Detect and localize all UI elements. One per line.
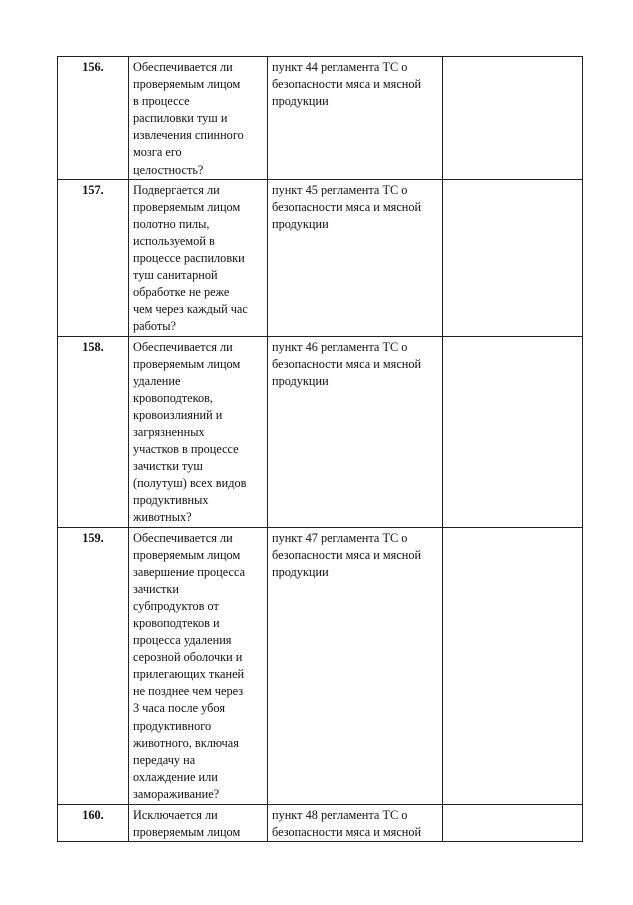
question-text: Обеспечивается ли проверяемым лицом завершение процесса зачистки субпродуктов от кровоподтеков и процесса удаления серозной оболочки и прилегающих тканей не позднее чем через 3 часа после убоя продуктивного животного, включая передачу на охлаждение или замораживание? [133,530,246,801]
table-row [58,336,583,527]
answer-cell [443,804,583,841]
answer-cell [443,336,583,527]
reference-text: пункт 46 регламента ТС о безопасности мяса и мясной продукции [272,339,422,388]
reference-text: пункт 44 регламента ТС о безопасности мяса и мясной продукции [272,60,422,109]
row-number: 160. [58,804,129,841]
reference-text: пункт 47 регламента ТС о безопасности мяса и мясной продукции [272,530,422,579]
reference-cell [268,179,443,336]
question-cell [129,804,268,841]
row-number: 157. [58,179,129,336]
reference-cell [268,57,443,180]
question-cell [129,179,268,336]
reference-cell [268,804,443,841]
row-number: 156. [58,57,129,180]
table-row [58,804,583,841]
reference-cell [268,336,443,527]
answer-cell [443,179,583,336]
table-row [58,527,583,804]
reference-text: пункт 45 регламента ТС о безопасности мяса и мясной продукции [272,182,422,231]
reference-cell [268,527,443,804]
reference-text: пункт 48 регламента ТС о безопасности мяса и мясной [272,807,422,839]
answer-cell [443,527,583,804]
answer-cell [443,57,583,180]
checklist-table [57,56,583,842]
question-text: Исключается ли проверяемым лицом [133,807,241,839]
question-text: Обеспечивается ли проверяемым лицом в процессе распиловки туш и извлечения спинного мозга его целостность? [133,60,244,177]
question-text: Подвергается ли проверяемым лицом полотно пилы, используемой в процессе распиловки туш санитарной обработке не реже чем через каждый час работы? [133,182,248,334]
table-row [58,57,583,180]
row-number: 158. [58,336,129,527]
question-text: Обеспечивается ли проверяемым лицом удаление кровоподтеков, кровоизлияний и загрязненных участков в процессе зачистки туш (полутуш) всех видов продуктивных животных? [133,339,247,525]
question-cell [129,57,268,180]
question-cell [129,336,268,527]
row-number: 159. [58,527,129,804]
table-row [58,179,583,336]
question-cell [129,527,268,804]
